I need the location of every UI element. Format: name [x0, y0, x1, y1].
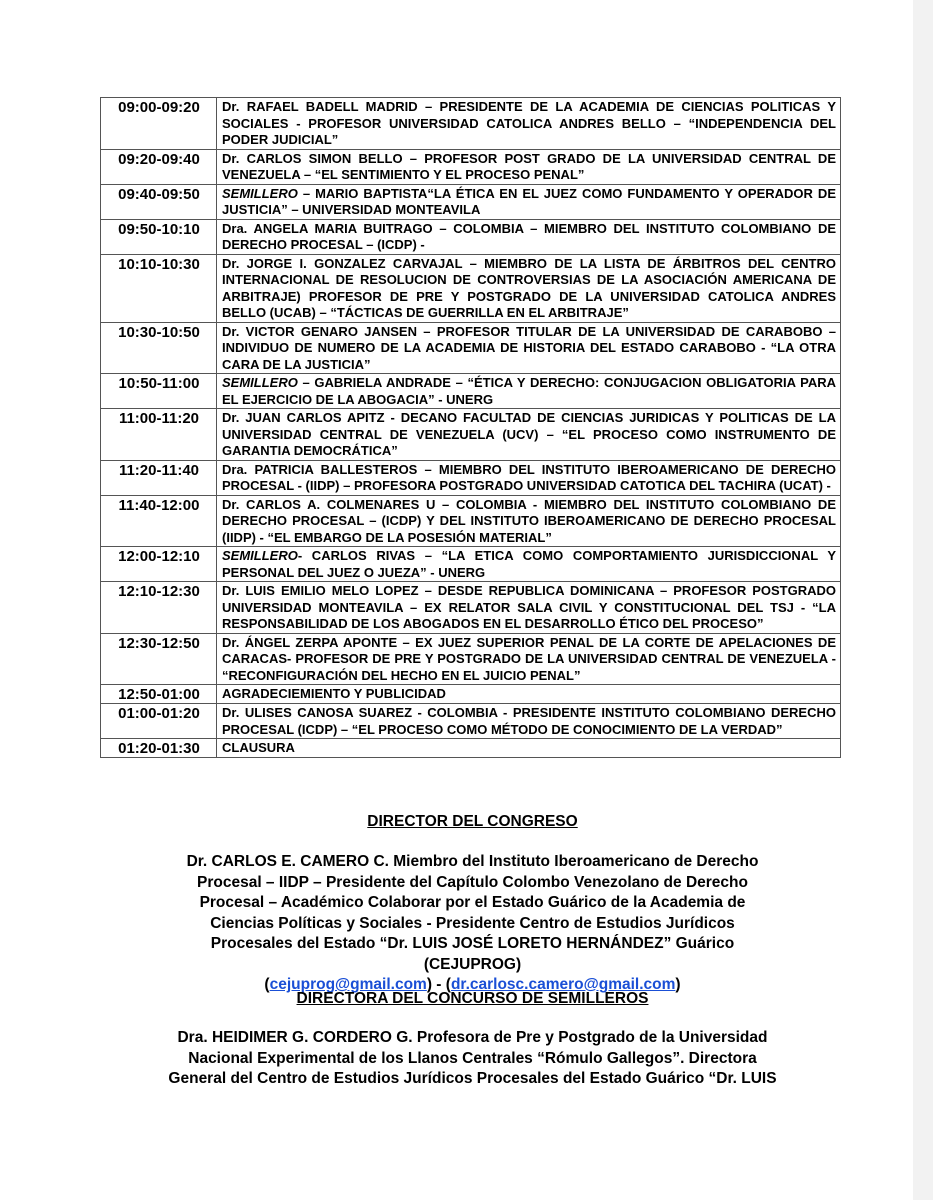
- schedule-time: 11:00-11:20: [101, 409, 217, 461]
- semillero-label: SEMILLERO: [222, 375, 298, 390]
- schedule-row: [101, 322, 841, 374]
- speaker-text: Dr. JORGE I. GONZALEZ CARVAJAL – MIEMBRO DE LA LISTA DE ÁRBITROS DEL CENTRO INTERNACIONAL DE RESOLUCION DE CONTROVERSIAS DE LA ASOCIACIÓN AMERICANA DE ARBITRAJE) PROFESOR DE PRE Y POSTGRADO DE LA UNIVERSIDAD CATOLICA ANDRES BELLO (UCAB) – “TÁCTICAS DE GUERRILLA EN EL ARBITRAJE”: [222, 255, 836, 320]
- speaker-text: Dr. ÁNGEL ZERPA APONTE – EX JUEZ SUPERIOR PENAL DE LA CORTE DE APELACIONES DE CARACAS- PROFESOR DE PRE Y POSTGRADO DE LA UNIVERSIDAD CENTRAL DE VENEZUELA - “RECONFIGURACIÓN DEL HECHO EN EL JUICIO PENAL”: [222, 634, 836, 683]
- schedule-row: [101, 219, 841, 254]
- schedule-time: 12:30-12:50: [101, 633, 217, 685]
- speaker-text: Dra. ANGELA MARIA BUITRAGO – COLOMBIA – MIEMBRO DEL INSTITUTO COLOMBIANO DE DERECHO PROCESAL – (ICDP) -: [222, 220, 836, 252]
- schedule-row: [101, 184, 841, 219]
- speaker-text: AGRADECIEMIENTO Y PUBLICIDAD: [222, 686, 446, 701]
- schedule-row: [101, 409, 841, 461]
- schedule-description: [217, 582, 841, 634]
- schedule-row: [101, 374, 841, 409]
- directora-title: DIRECTORA DEL CONCURSO DE SEMILLEROS: [296, 990, 649, 1007]
- schedule-time: 11:20-11:40: [101, 460, 217, 495]
- speaker-text: Dr. LUIS EMILIO MELO LOPEZ – DESDE REPUBLICA DOMINICANA – PROFESOR POSTGRADO UNIVERSIDAD MONTEAVILA – EX RELATOR SALA CIVIL Y CONSTITUCIONAL DEL TSJ - “LA RESPONSABILIDAD DE LOS ABOGADOS EN EL DESARROLLO ÉTICO DEL PROCESO”: [222, 583, 836, 631]
- directora-text: Dra. HEIDIMER G. CORDERO G. Profesora de Pre y Postgrado de la Universidad Nacional Experimental de los Llanos Centrales “Rómulo Gallegos”. Directora General del Centro de Estudios Jurídicos Procesales del Estado Guárico “Dr. LUIS: [168, 1029, 777, 1087]
- schedule-row: [101, 495, 841, 547]
- schedule-row: [101, 460, 841, 495]
- schedule-row: [101, 254, 841, 322]
- schedule-description: [217, 374, 841, 409]
- speaker-text: Dr. RAFAEL BADELL MADRID – PRESIDENTE DE LA ACADEMIA DE CIENCIAS POLITICAS Y SOCIALES - PROFESOR UNIVERSIDAD CATOLICA ANDRES BELLO – “INDEPENDENCIA DEL PODER JUDICIAL”: [222, 99, 836, 147]
- semillero-label: SEMILLERO: [222, 548, 298, 563]
- semillero-label: SEMILLERO: [222, 185, 298, 201]
- schedule-row: [101, 704, 841, 739]
- speaker-text: CLAUSURA: [222, 740, 295, 755]
- schedule-time: 12:10-12:30: [101, 582, 217, 634]
- schedule-row: [101, 98, 841, 150]
- email-link-camero[interactable]: dr.carlosc.camero@gmail.com: [450, 976, 676, 993]
- schedule-description: [217, 460, 841, 495]
- schedule-time: 09:40-09:50: [101, 184, 217, 219]
- speaker-text: Dr. ULISES CANOSA SUAREZ - COLOMBIA - PRESIDENTE INSTITUTO COLOMBIANO DERECHO PROCESAL (ICDP) – “EL PROCESO COMO MÉTODO DE CONOCIMIENTO DE LA VERDAD”: [222, 705, 836, 737]
- schedule-time: 01:20-01:30: [101, 739, 217, 758]
- schedule-description: [217, 547, 841, 582]
- schedule-description: [217, 704, 841, 739]
- schedule-row: [101, 633, 841, 685]
- schedule-row: [101, 547, 841, 582]
- schedule-description: [217, 685, 841, 704]
- schedule-time: 11:40-12:00: [101, 495, 217, 547]
- director-text: Dr. CARLOS E. CAMERO C. Miembro del Instituto Iberoamericano de Derecho Procesal – IIDP – Presidente del Capítulo Colombo Venezolano de Derecho Procesal – Académico Colaborar por el Estado Guárico de la Academia de Ciencias Políticas y Sociales - Presidente Centro de Estudios Jurídicos Procesales del Estado “Dr. LUIS JOSÉ LORETO HERNÁNDEZ” Guárico (CEJUPROG): [186, 853, 759, 973]
- schedule-description: [217, 633, 841, 685]
- schedule-time: 12:00-12:10: [101, 547, 217, 582]
- schedule-description: [217, 409, 841, 461]
- email-close: ): [675, 976, 681, 993]
- speaker-text: Dr. VICTOR GENARO JANSEN – PROFESOR TITULAR DE LA UNIVERSIDAD DE CARABOBO – INDIVIDUO DE NUMERO DE LA ACADEMIA DE HISTORIA DEL ESTADO CARABOBO - “LA OTRA CARA DE LA JUSTICIA”: [222, 323, 836, 372]
- director-section: [170, 813, 775, 831]
- schedule-description: [217, 219, 841, 254]
- speaker-text: – GABRIELA ANDRADE – “ÉTICA Y DERECHO: CONJUGACION OBLIGATORIA PARA EL EJERCICIO DE LA ABOGACIA” - UNERG: [222, 375, 836, 407]
- speaker-text: Dr. CARLOS SIMON BELLO – PROFESOR POST GRADO DE LA UNIVERSIDAD CENTRAL DE VENEZUELA – “EL SENTIMIENTO Y EL PROCESO PENAL”: [222, 150, 836, 182]
- schedule-row: [101, 582, 841, 634]
- schedule-row: [101, 149, 841, 184]
- speaker-text: - CARLOS RIVAS – “LA ETICA COMO COMPORTAMIENTO JURISDICCIONAL Y PERSONAL DEL JUEZ O JUEZA” - UNERG: [222, 548, 836, 580]
- schedule-time: 10:10-10:30: [101, 254, 217, 322]
- speaker-text: – MARIO BAPTISTA“LA ÉTICA EN EL JUEZ COMO FUNDAMENTO Y OPERADOR DE JUSTICIA” – UNIVERSIDAD MONTEAVILA: [222, 185, 836, 217]
- schedule-time: 10:50-11:00: [101, 374, 217, 409]
- speaker-text: Dr. JUAN CARLOS APITZ - DECANO FACULTAD DE CIENCIAS JURIDICAS Y POLITICAS DE LA UNIVERSIDAD CENTRAL DE VENEZUELA (UCV) – “EL PROCESO COMO INSTRUMENTO DE GARANTIA DEMOCRÁTICA”: [222, 410, 836, 458]
- director-title: DIRECTOR DEL CONGRESO: [367, 813, 578, 830]
- schedule-table: [100, 97, 841, 758]
- schedule-time: 09:20-09:40: [101, 149, 217, 184]
- email-link-cejuprog[interactable]: cejuprog@gmail.com: [269, 976, 427, 993]
- speaker-text: Dr. CARLOS A. COLMENARES U – COLOMBIA - MIEMBRO DEL INSTITUTO COLOMBIANO DE DERECHO PROCESAL – (ICDP) Y DEL INSTITUTO IBEROAMERICANO DE DERECHO PROCESAL (IIDP) - “EL EMBARGO DE LA POSESIÓN MATERIAL”: [222, 496, 836, 545]
- schedule-row: [101, 685, 841, 704]
- schedule-description: [217, 184, 841, 219]
- schedule-time: 09:50-10:10: [101, 219, 217, 254]
- speaker-text: Dra. PATRICIA BALLESTEROS – MIEMBRO DEL INSTITUTO IBEROAMERICANO DE DERECHO PROCESAL - (IIDP) – PROFESORA POSTGRADO UNIVERSIDAD CATOTICA DEL TACHIRA (UCAT) -: [222, 461, 836, 493]
- director-body: [170, 852, 775, 996]
- directora-body: [165, 1028, 780, 1090]
- directora-section: [170, 990, 775, 1008]
- page-edge: [913, 0, 933, 1200]
- schedule-description: [217, 98, 841, 150]
- schedule-time: 12:50-01:00: [101, 685, 217, 704]
- schedule-row: [101, 739, 841, 758]
- schedule-body: [101, 98, 841, 758]
- schedule-time: 01:00-01:20: [101, 704, 217, 739]
- schedule-description: [217, 739, 841, 758]
- email-open: (: [264, 976, 270, 993]
- schedule-description: [217, 149, 841, 184]
- schedule-description: [217, 322, 841, 374]
- schedule-description: [217, 254, 841, 322]
- schedule-description: [217, 495, 841, 547]
- schedule-time: 10:30-10:50: [101, 322, 217, 374]
- email-separator: ) - (: [426, 976, 451, 993]
- schedule-time: 09:00-09:20: [101, 98, 217, 150]
